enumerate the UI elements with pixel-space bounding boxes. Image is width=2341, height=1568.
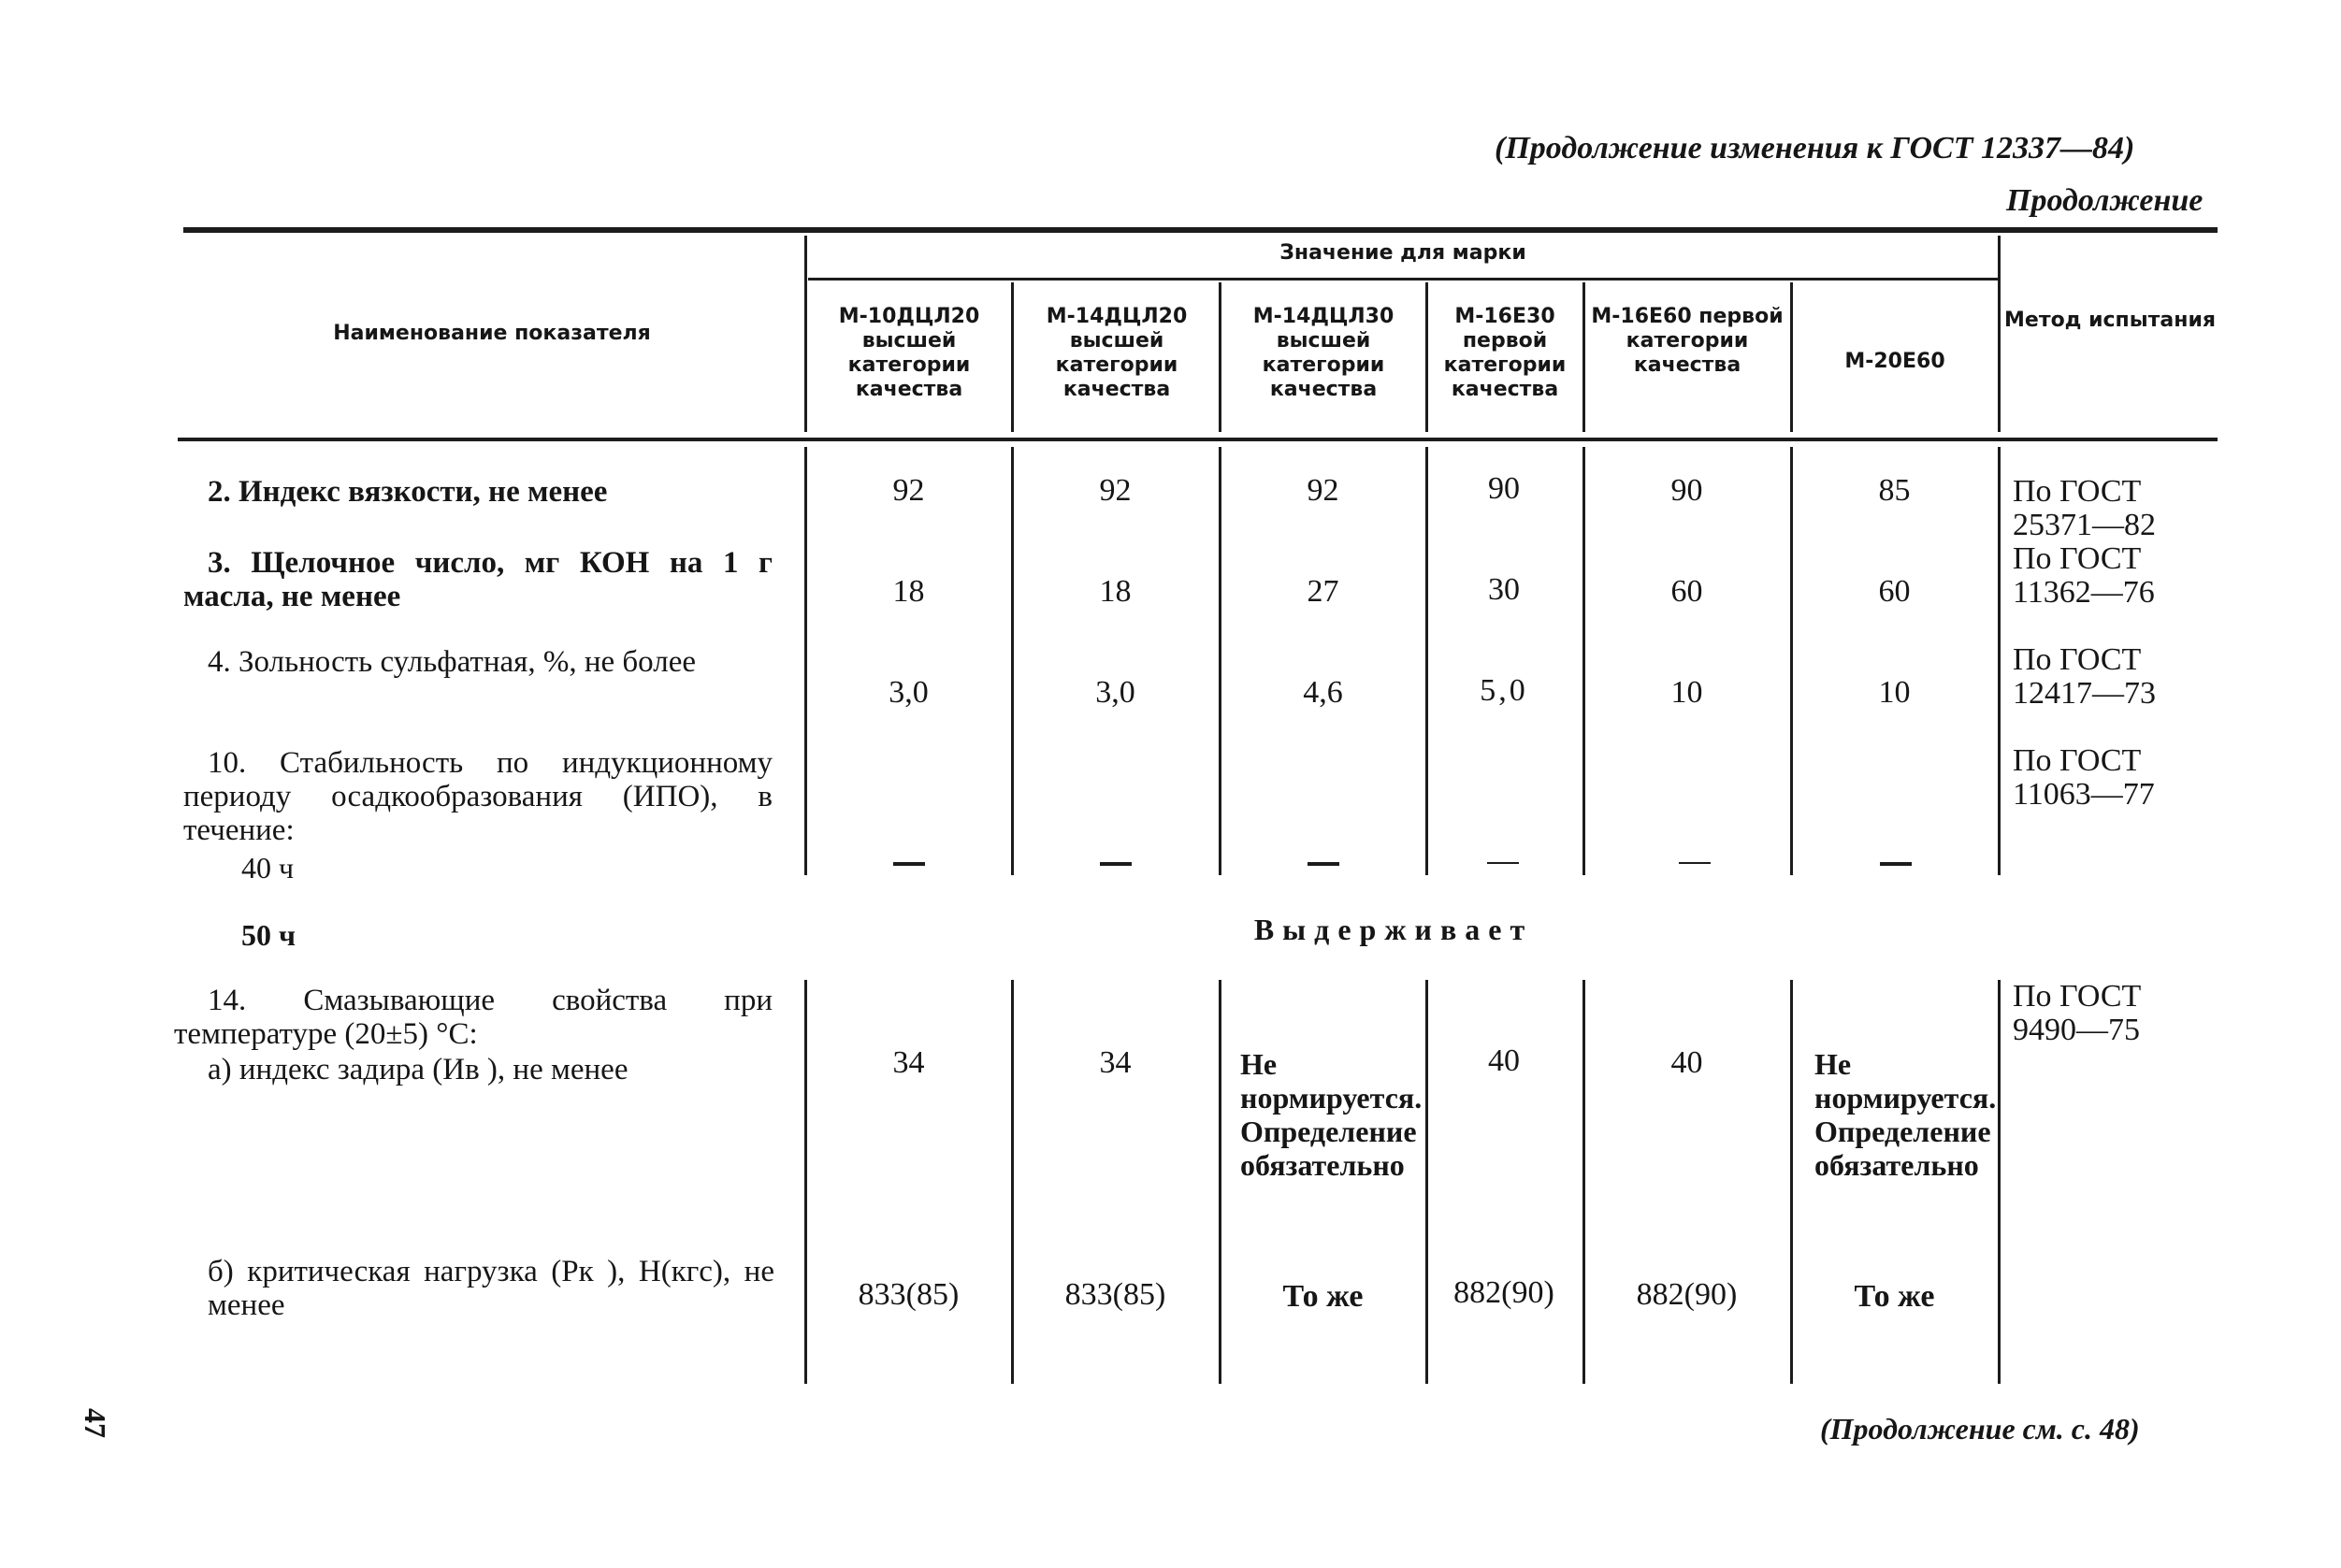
row-4-method: По ГОСТ 12417—73 <box>2013 642 2156 711</box>
body-divider <box>1998 980 2001 1384</box>
grade-header: М-16Е60 первой категории качества <box>1591 305 1784 377</box>
body-divider <box>1425 447 1428 875</box>
body-divider <box>1582 447 1585 875</box>
row-14-method: По ГОСТ 9490—75 <box>2013 979 2142 1047</box>
continuation-footer: (Продолжение см. с. 48) <box>1820 1412 2140 1446</box>
header-divider <box>1582 282 1585 432</box>
row-10-dash <box>1679 862 1711 864</box>
row-14a-note: Не нормируется. Определение обязательно <box>1814 1047 1997 1182</box>
row-2-value: 90 <box>1488 471 1520 506</box>
row-10-method: По ГОСТ 11063—77 <box>2013 743 2155 812</box>
row-3-value: 60 <box>1670 574 1703 609</box>
row-14a-value: 40 <box>1488 1043 1520 1078</box>
header-divider <box>804 236 807 432</box>
row-2-value: 92 <box>1099 473 1132 508</box>
continuation-header: (Продолжение изменения к ГОСТ 12337—84) <box>1495 131 2135 165</box>
header-divider <box>1219 282 1221 432</box>
row-3-method: По ГОСТ 11362—76 <box>2013 541 2155 610</box>
row-10-dash <box>1308 862 1339 866</box>
grade-header: М-14ДЦЛ30 высшей категории качества <box>1252 305 1394 401</box>
header-divider <box>1011 282 1014 432</box>
row-10-dash <box>1880 862 1912 866</box>
grade-header: М-10ДЦЛ20 высшей категории качества <box>838 305 980 401</box>
row-10-dash <box>1100 862 1132 866</box>
row-14b-value: 833(85) <box>858 1277 960 1312</box>
grade-header: М-14ДЦЛ20 высшей категории качества <box>1046 305 1188 401</box>
row-14b-value: 882(90) <box>1636 1277 1738 1312</box>
body-divider <box>1790 447 1793 875</box>
header-divider <box>1998 236 2001 432</box>
row-4-value: 4,6 <box>1303 675 1343 710</box>
row-4-value: 10 <box>1878 675 1911 710</box>
row-14-name: 14. Смазывающие свойства при температуре (20±5) °С: <box>174 984 773 1051</box>
row-2-value: 92 <box>892 473 925 508</box>
header-divider <box>1790 282 1793 432</box>
row-14-sub-a: а) индекс задира (Ив ), не менее <box>208 1053 629 1086</box>
row-4-value: 3,0 <box>1095 675 1135 710</box>
row-14a-value: 40 <box>1670 1045 1703 1080</box>
row-10-value-50: Выдерживает <box>1253 913 1534 946</box>
continuation-label: Продолжение <box>2006 183 2204 218</box>
row-2-value: 85 <box>1878 473 1911 508</box>
body-divider <box>804 447 807 875</box>
body-divider <box>1582 980 1585 1384</box>
row-14a-value: 34 <box>892 1045 925 1080</box>
row-14b-value: 882(90) <box>1453 1275 1554 1310</box>
row-14a-note: Не нормируется. Определение обязательно <box>1240 1047 1423 1182</box>
row-3-value: 18 <box>1099 574 1132 609</box>
row-14-sub-b: б) критическая нагрузка (Рк ), Н(кгс), не менее <box>208 1255 774 1322</box>
body-divider <box>1998 447 2001 875</box>
row-2-name: 2. Индекс вязкости, не менее <box>208 475 608 509</box>
column-header-indicator: Наименование показателя <box>333 322 651 345</box>
row-3-name: 3. Щелочное число, мг КОН на 1 г масла, не менее <box>183 546 773 613</box>
row-4-value: 5,0 <box>1480 673 1528 708</box>
body-divider <box>1011 447 1014 875</box>
row-10-name: 10. Стабильность по индукционному периоду осадкообразования (ИПО), в течение: <box>183 746 773 847</box>
row-3-value: 27 <box>1307 574 1339 609</box>
row-14b-value: То же <box>1854 1279 1935 1314</box>
row-10-sub-40: 40 ч <box>241 851 295 885</box>
row-14b-value: То же <box>1282 1279 1364 1314</box>
header-bottom-rule <box>178 438 2218 441</box>
body-divider <box>1425 980 1428 1384</box>
row-4-value: 10 <box>1670 675 1703 710</box>
page-number: 47 <box>79 1408 112 1438</box>
row-2-value: 92 <box>1307 473 1339 508</box>
grade-header: М-16Е30 первой категории качества <box>1443 305 1567 401</box>
row-3-value: 30 <box>1488 572 1520 607</box>
header-divider <box>1425 282 1428 432</box>
row-3-value: 60 <box>1878 574 1911 609</box>
row-4-name: 4. Зольность сульфатная, %, не более <box>208 645 696 679</box>
row-10-dash <box>893 862 925 866</box>
row-14b-value: 833(85) <box>1064 1277 1166 1312</box>
body-divider <box>1219 447 1221 875</box>
body-divider <box>804 980 807 1384</box>
row-14a-value: 34 <box>1099 1045 1132 1080</box>
row-2-value: 90 <box>1670 473 1703 508</box>
grade-header: М-20Е60 <box>1844 350 1945 373</box>
table-top-rule <box>183 227 2218 233</box>
row-3-value: 18 <box>892 574 925 609</box>
row-10-sub-50: 50 ч <box>241 918 296 952</box>
column-group-header: Значение для марки <box>1279 241 1526 265</box>
body-divider <box>1790 980 1793 1384</box>
body-divider <box>1219 980 1221 1384</box>
row-4-value: 3,0 <box>889 675 929 710</box>
row-10-dash <box>1487 862 1519 864</box>
body-divider <box>1011 980 1014 1384</box>
row-2-method: По ГОСТ 25371—82 <box>2013 474 2156 542</box>
column-header-method: Метод испытания <box>2004 309 2216 332</box>
group-header-rule <box>808 278 1998 281</box>
